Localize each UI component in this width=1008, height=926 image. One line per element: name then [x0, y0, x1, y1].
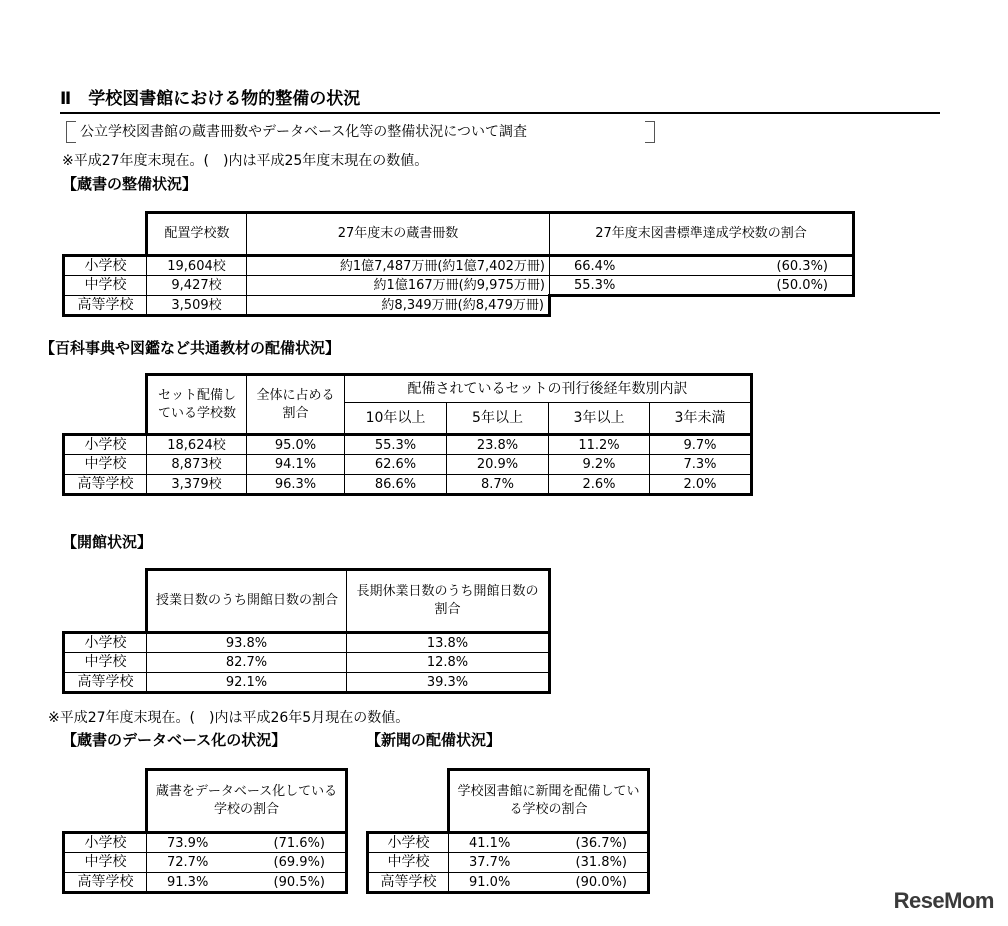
table-row	[64, 653, 550, 673]
cell-value	[147, 833, 347, 853]
rate-prev: (60.3%)	[776, 258, 828, 274]
row-label: 小学校	[64, 435, 147, 455]
cell-10y: 62.6%	[345, 455, 447, 475]
cell-schools: 18,624校	[147, 435, 247, 455]
opening-table	[62, 568, 551, 694]
table-row	[64, 296, 854, 316]
prev-value: (36.7%)	[575, 835, 627, 851]
opening-header-class: 授業日数のうち開館日数の割合	[147, 570, 347, 633]
value: 91.0%	[469, 874, 511, 890]
value: 91.3%	[167, 874, 209, 890]
cell-5y: 20.9%	[447, 455, 549, 475]
books-header-schools: 配置学校数	[147, 213, 247, 256]
cell-volumes: 約1億167万冊(約9,975万冊)	[247, 276, 550, 296]
books-header-rate: 27年度末図書標準達成学校数の割合	[550, 213, 854, 256]
materials-header-10y: 10年以上	[345, 403, 447, 435]
cell-3y: 9.2%	[549, 455, 650, 475]
table-row	[64, 435, 752, 455]
row-label: 中学校	[64, 276, 147, 296]
row-label: 中学校	[368, 853, 449, 873]
cell-schools: 3,509校	[147, 296, 247, 316]
prev-value: (69.9%)	[273, 855, 325, 870]
books-header-volumes: 27年度末の蔵書冊数	[247, 213, 550, 256]
table-row	[64, 455, 752, 475]
cell-schools: 8,873校	[147, 455, 247, 475]
row-label: 高等学校	[64, 673, 147, 693]
survey-description: 公立学校図書館の蔵書冊数やデータベース化等の整備状況について調査	[66, 121, 655, 143]
cell-schools: 3,379校	[147, 475, 247, 495]
database-title: 【蔵書のデータベース化の状況】	[62, 731, 287, 749]
rate-prev: (50.0%)	[776, 277, 828, 293]
cell-5y: 8.7%	[447, 475, 549, 495]
materials-title: 【百科事典や図鑑など共通教材の配備状況】	[40, 339, 341, 357]
row-label: 高等学校	[368, 873, 449, 893]
opening-header-vacation: 長期休業日数のうち開館日数の割合	[347, 570, 550, 633]
table-row	[64, 833, 347, 853]
cell-vacation-days: 12.8%	[347, 653, 550, 673]
value: 41.1%	[469, 835, 511, 851]
opening-title: 【開館状況】	[62, 533, 153, 551]
prev-value: (71.6%)	[273, 835, 325, 851]
cell-ratio: 95.0%	[247, 435, 345, 455]
rate-value: 55.3%	[574, 277, 616, 293]
cell-5y: 23.8%	[447, 435, 549, 455]
database-header: 蔵書をデータベース化している学校の割合	[147, 770, 347, 833]
cell-10y: 55.3%	[345, 435, 447, 455]
cell-value	[147, 873, 347, 893]
table-row	[368, 853, 649, 873]
value: 37.7%	[469, 855, 511, 870]
books-table	[62, 211, 855, 317]
cell-3y: 11.2%	[549, 435, 650, 455]
cell-rate	[550, 276, 854, 296]
cell-value	[449, 853, 649, 873]
books-title: 【蔵書の整備状況】	[62, 175, 198, 193]
materials-header-3y: 3年以上	[549, 403, 650, 435]
table-row	[64, 673, 550, 693]
cell-schools: 9,427校	[147, 276, 247, 296]
table-row	[64, 853, 347, 873]
row-label: 中学校	[64, 853, 147, 873]
cell-class-days: 92.1%	[147, 673, 347, 693]
cell-less3y: 7.3%	[650, 455, 752, 475]
resemom-logo: ReseMom	[893, 888, 994, 913]
prev-value: (31.8%)	[575, 855, 627, 870]
cell-ratio: 96.3%	[247, 475, 345, 495]
materials-header-ratio: 全体に占める割合	[247, 375, 345, 435]
cell-less3y: 2.0%	[650, 475, 752, 495]
row-label: 小学校	[64, 256, 147, 276]
row-label: 中学校	[64, 653, 147, 673]
prev-value: (90.5%)	[273, 874, 325, 890]
value: 73.9%	[167, 835, 209, 851]
value: 72.7%	[167, 855, 209, 870]
table-row	[368, 873, 649, 893]
cell-volumes: 約8,349万冊(約8,479万冊)	[247, 296, 550, 316]
table-row	[368, 833, 649, 853]
row-label: 小学校	[64, 833, 147, 853]
note-2: ※平成27年度末現在。( )内は平成26年5月現在の数値。	[48, 710, 410, 726]
section-title: Ⅱ 学校図書館における物的整備の状況	[60, 86, 940, 114]
row-label: 中学校	[64, 455, 147, 475]
cell-value	[449, 873, 649, 893]
materials-header-less3y: 3年未満	[650, 403, 752, 435]
note-1: ※平成27年度末現在。( )内は平成25年度末現在の数値。	[62, 153, 429, 169]
materials-header-5y: 5年以上	[447, 403, 549, 435]
table-row	[64, 276, 854, 296]
materials-header-set: セット配備している学校数	[147, 375, 247, 435]
table-row	[64, 256, 854, 276]
table-row	[64, 475, 752, 495]
table-row	[64, 633, 550, 653]
cell-volumes: 約1億7,487万冊(約1億7,402万冊)	[247, 256, 550, 276]
newspaper-header: 学校図書館に新聞を配備している学校の割合	[449, 770, 649, 833]
cell-vacation-days: 13.8%	[347, 633, 550, 653]
cell-vacation-days: 39.3%	[347, 673, 550, 693]
row-label: 高等学校	[64, 296, 147, 316]
cell-schools: 19,604校	[147, 256, 247, 276]
cell-class-days: 82.7%	[147, 653, 347, 673]
materials-table	[62, 373, 753, 496]
cell-3y: 2.6%	[549, 475, 650, 495]
cell-value	[449, 833, 649, 853]
row-label: 高等学校	[64, 475, 147, 495]
database-table	[62, 768, 348, 894]
cell-value	[147, 853, 347, 873]
rate-value: 66.4%	[574, 258, 616, 274]
cell-class-days: 93.8%	[147, 633, 347, 653]
materials-header-breakdown: 配備されているセットの刊行後経年数別内訳	[345, 375, 752, 403]
newspaper-title: 【新聞の配備状況】	[366, 731, 502, 749]
newspaper-table	[366, 768, 650, 894]
row-label: 小学校	[368, 833, 449, 853]
prev-value: (90.0%)	[575, 874, 627, 890]
row-label: 高等学校	[64, 873, 147, 893]
table-row	[64, 873, 347, 893]
cell-less3y: 9.7%	[650, 435, 752, 455]
row-label: 小学校	[64, 633, 147, 653]
cell-rate	[550, 256, 854, 276]
cell-ratio: 94.1%	[247, 455, 345, 475]
cell-10y: 86.6%	[345, 475, 447, 495]
